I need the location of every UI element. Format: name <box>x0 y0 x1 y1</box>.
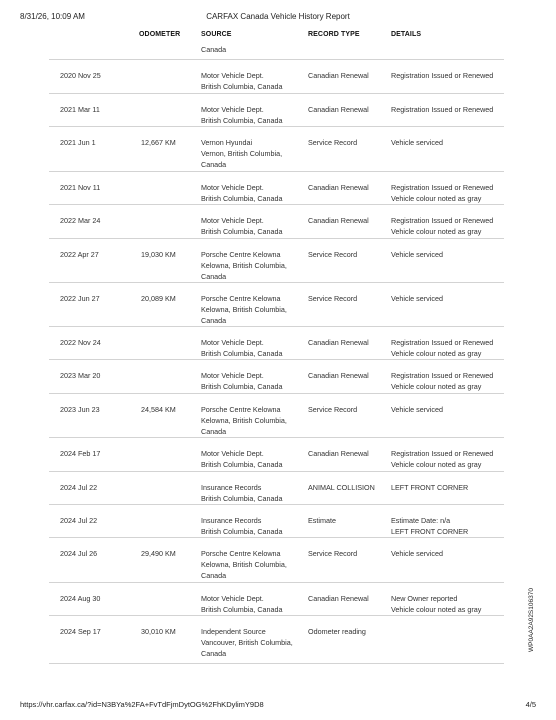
row-details-line: Vehicle serviced <box>391 138 443 147</box>
row-details <box>391 370 506 392</box>
row-odometer: 29,490 KM <box>141 549 176 558</box>
row-source-line: British Columbia, Canada <box>201 116 283 125</box>
row-details-line: Registration Issued or Renewed <box>391 71 494 80</box>
row-record-type: Canadian Renewal <box>308 105 369 114</box>
row-details-line: Vehicle serviced <box>391 549 443 558</box>
row-source-line: Vancouver, British Columbia, <box>201 638 293 647</box>
row-date: 2022 Nov 24 <box>60 338 101 347</box>
row-source-line: British Columbia, Canada <box>201 82 283 91</box>
row-details-line: Vehicle colour noted as gray <box>391 227 482 236</box>
table-row <box>49 204 504 239</box>
footer-url: https://vhr.carfax.ca/?id=N3BYa%2FA+FvTdFjmDytOG%2FhKDylimY9D8 <box>20 700 264 709</box>
table-row <box>49 93 504 127</box>
row-record-type: Service Record <box>308 294 358 303</box>
row-source-line: Kelowna, British Columbia, <box>201 261 287 270</box>
table-row <box>49 359 504 394</box>
row-record-type: Service Record <box>308 138 358 147</box>
row-source <box>201 215 301 237</box>
row-record-type: Odometer reading <box>308 627 366 636</box>
row-source-line: Kelowna, British Columbia, <box>201 305 287 314</box>
table-row <box>49 504 504 538</box>
row-source <box>201 70 301 92</box>
row-date: 2024 Sep 17 <box>60 627 101 636</box>
row-odometer: 19,030 KM <box>141 250 176 259</box>
row-details-line: Estimate Date: n/a <box>391 516 451 525</box>
row-source <box>201 370 301 392</box>
row-details <box>391 293 506 304</box>
row-source <box>201 249 301 282</box>
row-source-line: British Columbia, Canada <box>201 527 283 536</box>
row-source-line: Motor Vehicle Dept. <box>201 449 264 458</box>
row-details <box>391 337 506 359</box>
row-details <box>391 448 506 470</box>
row-record-type: Canadian Renewal <box>308 338 369 347</box>
row-source <box>201 593 301 615</box>
row-date: 2023 Jun 23 <box>60 405 100 414</box>
row-source-line: Vernon Hyundai <box>201 138 253 147</box>
row-source-line: Porsche Centre Kelowna <box>201 294 281 303</box>
row-details-line: Vehicle serviced <box>391 294 443 303</box>
row-details <box>391 137 506 148</box>
row-source-line: Independent Source <box>201 627 266 636</box>
table-row <box>49 59 504 94</box>
row-source <box>201 548 301 581</box>
row-record-type: ANIMAL COLLISION <box>308 483 375 492</box>
row-source-line: Insurance Records <box>201 516 262 525</box>
column-header-details: DETAILS <box>391 31 422 38</box>
row-details <box>391 70 506 81</box>
row-source-line: Canada <box>201 571 227 580</box>
row-details-line: Registration Issued or Renewed <box>391 338 494 347</box>
row-source-line: Canada <box>201 427 227 436</box>
row-details <box>391 515 506 537</box>
row-details <box>391 104 506 115</box>
row-record-type: Canadian Renewal <box>308 449 369 458</box>
row-source-line: Insurance Records <box>201 483 262 492</box>
row-record-type: Estimate <box>308 516 336 525</box>
row-details <box>391 215 506 237</box>
row-date: 2021 Mar 11 <box>60 105 100 114</box>
row-source-line: British Columbia, Canada <box>201 494 283 503</box>
row-details <box>391 548 506 559</box>
row-date: 2024 Feb 17 <box>60 449 101 458</box>
row-details <box>391 404 506 415</box>
row-source-line: Motor Vehicle Dept. <box>201 216 264 225</box>
row-source-line: Motor Vehicle Dept. <box>201 71 264 80</box>
row-date: 2021 Nov 11 <box>60 183 101 192</box>
row-date: 2023 Mar 20 <box>60 371 101 380</box>
row-source <box>201 104 301 126</box>
row-source-line: British Columbia, Canada <box>201 460 283 469</box>
row-details <box>391 482 506 493</box>
row-record-type: Service Record <box>308 549 358 558</box>
table-row <box>49 537 504 583</box>
row-source-line: Canada <box>201 160 227 169</box>
row-source-line: Motor Vehicle Dept. <box>201 371 264 380</box>
row-record-type: Canadian Renewal <box>308 594 369 603</box>
row-odometer: 24,584 KM <box>141 405 176 414</box>
table-row <box>49 437 504 472</box>
print-header-title: CARFAX Canada Vehicle History Report <box>206 12 350 21</box>
row-source <box>201 293 301 326</box>
row-date: 2024 Jul 26 <box>60 549 98 558</box>
row-source-line: Kelowna, British Columbia, <box>201 416 287 425</box>
row-details-line: Registration Issued or Renewed <box>391 216 494 225</box>
row-details-line: Vehicle colour noted as gray <box>391 460 482 469</box>
row-source-line: British Columbia, Canada <box>201 605 283 614</box>
row-details-line: Vehicle serviced <box>391 405 443 414</box>
row-source-line: Canada <box>201 649 227 658</box>
table-row <box>49 238 504 283</box>
footer-page-number: 4/5 <box>525 700 536 709</box>
row-record-type: Canadian Renewal <box>308 71 369 80</box>
table-row <box>49 282 504 327</box>
row-source-line: Canada <box>201 272 227 281</box>
row-date: 2024 Jul 22 <box>60 483 98 492</box>
row-record-type: Service Record <box>308 250 358 259</box>
row-record-type: Canadian Renewal <box>308 216 369 225</box>
row-details-line: Vehicle colour noted as gray <box>391 382 482 391</box>
column-header-record-type: RECORD TYPE <box>308 31 360 38</box>
row-source <box>201 626 301 659</box>
row-details <box>391 182 506 204</box>
partial-row-source: Canada <box>201 45 227 54</box>
row-source <box>201 515 301 537</box>
row-details <box>391 249 506 260</box>
row-date: 2022 Mar 24 <box>60 216 101 225</box>
print-header-datetime: 8/31/26, 10:09 AM <box>20 12 85 21</box>
vin-side-text: WP0AA2A92S106370 <box>528 588 535 652</box>
row-details-line: Registration Issued or Renewed <box>391 183 494 192</box>
table-row <box>49 126 504 172</box>
row-date: 2022 Apr 27 <box>60 250 99 259</box>
row-source-line: Kelowna, British Columbia, <box>201 560 287 569</box>
row-date: 2024 Jul 22 <box>60 516 98 525</box>
row-source-line: Vernon, British Columbia, <box>201 149 283 158</box>
row-source-line: Motor Vehicle Dept. <box>201 105 264 114</box>
row-details-line: LEFT FRONT CORNER <box>391 527 469 536</box>
column-header-source: SOURCE <box>201 31 232 38</box>
row-source <box>201 182 301 204</box>
row-record-type: Canadian Renewal <box>308 371 369 380</box>
row-source-line: British Columbia, Canada <box>201 382 283 391</box>
row-date: 2022 Jun 27 <box>60 294 100 303</box>
row-details-line: Registration Issued or Renewed <box>391 449 494 458</box>
table-row <box>49 615 504 664</box>
table-row <box>49 171 504 205</box>
row-source <box>201 137 301 170</box>
row-source <box>201 337 301 359</box>
row-source-line: British Columbia, Canada <box>201 227 283 236</box>
row-source-line: British Columbia, Canada <box>201 349 283 358</box>
row-details <box>391 593 506 615</box>
table-row <box>49 582 504 616</box>
row-details-line: Vehicle colour noted as gray <box>391 194 482 203</box>
row-source-line: Motor Vehicle Dept. <box>201 594 264 603</box>
table-row <box>49 393 504 438</box>
row-details-line: Vehicle colour noted as gray <box>391 605 482 614</box>
row-source-line: Motor Vehicle Dept. <box>201 183 264 192</box>
row-details-line: Registration Issued or Renewed <box>391 105 494 114</box>
row-details-line: LEFT FRONT CORNER <box>391 483 469 492</box>
row-odometer: 12,667 KM <box>141 138 176 147</box>
row-source-line: Porsche Centre Kelowna <box>201 250 281 259</box>
row-odometer: 30,010 KM <box>141 627 176 636</box>
column-header-odometer: ODOMETER <box>139 31 181 38</box>
row-details-line: Vehicle serviced <box>391 250 443 259</box>
table-row <box>49 471 504 505</box>
row-source <box>201 404 301 437</box>
row-details-line: Registration Issued or Renewed <box>391 371 494 380</box>
row-record-type: Canadian Renewal <box>308 183 369 192</box>
row-record-type: Service Record <box>308 405 358 414</box>
row-odometer: 20,089 KM <box>141 294 176 303</box>
row-source-line: Motor Vehicle Dept. <box>201 338 264 347</box>
row-source <box>201 448 301 470</box>
row-source-line: Canada <box>201 316 227 325</box>
row-date: 2020 Nov 25 <box>60 71 101 80</box>
row-source-line: British Columbia, Canada <box>201 194 283 203</box>
row-source-line: Porsche Centre Kelowna <box>201 549 281 558</box>
row-date: 2021 Jun 1 <box>60 138 96 147</box>
row-details-line: Vehicle colour noted as gray <box>391 349 482 358</box>
row-date: 2024 Aug 30 <box>60 594 101 603</box>
row-source <box>201 482 301 504</box>
row-source-line: Porsche Centre Kelowna <box>201 405 281 414</box>
table-row <box>49 326 504 360</box>
row-details-line: New Owner reported <box>391 594 458 603</box>
